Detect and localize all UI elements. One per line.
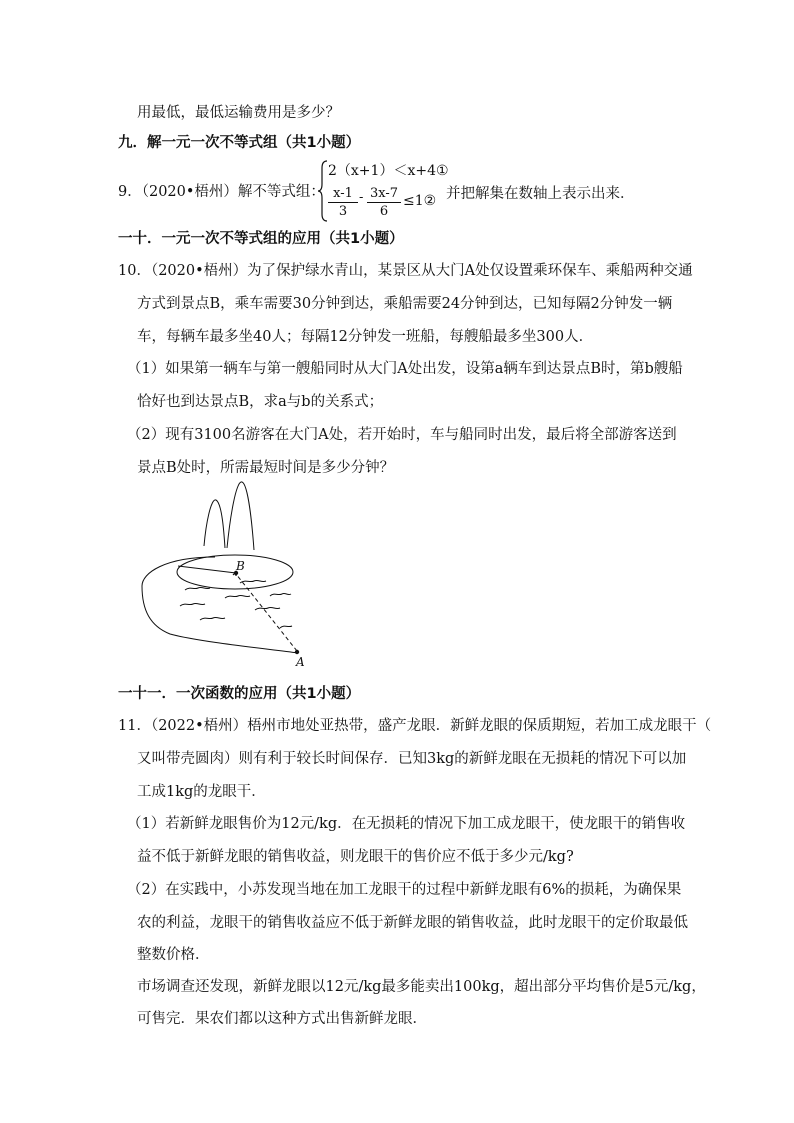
mountain-left bbox=[204, 500, 225, 548]
section-heading-10: 一十．一元一次不等式组的应用（共1小题） bbox=[118, 231, 404, 247]
question-10-line: 10．（2020•梧州）为了保护绿水青山，某景区从大门A处仅设置乘环保车、乘船两种交通 bbox=[118, 263, 693, 279]
wave-line bbox=[200, 617, 225, 620]
fraction-2 bbox=[367, 185, 401, 220]
question-9-prefix: 9．（2020•梧州）解不等式组： bbox=[118, 184, 325, 200]
inequality-system bbox=[318, 160, 449, 222]
question-10-line: 恰好也到达景点B，求a与b的关系式； bbox=[137, 394, 384, 410]
wave-line bbox=[280, 626, 292, 628]
scenic-area-figure bbox=[140, 478, 305, 669]
wave-line bbox=[180, 603, 205, 606]
fraction-1-numerator: x-1 bbox=[328, 185, 358, 203]
point-a-dot bbox=[295, 650, 299, 654]
question-10-line: （2）现有3100名游客在大门A处，若开始时，车与船同时出发，最后将全部游客送到 bbox=[127, 427, 677, 443]
question-11-line: 11．（2022•梧州）梧州市地处亚热带，盛产龙眼．新鲜龙眼的保质期短，若加工成龙眼干（ bbox=[118, 718, 712, 734]
fraction-1 bbox=[328, 185, 358, 220]
dashed-route-line bbox=[236, 574, 297, 651]
brace-icon bbox=[318, 160, 328, 222]
question-11-line: 工成1kg的龙眼干． bbox=[137, 784, 266, 800]
question-9-suffix: 并把解集在数轴上表示出来． bbox=[446, 186, 635, 202]
label-b: B bbox=[236, 559, 245, 573]
wave-line bbox=[240, 580, 266, 583]
question-11-line: （2）在实践中，小苏发现当地在加工龙眼干的过程中新鲜龙眼有6%的损耗，为确保果 bbox=[127, 882, 682, 898]
inequality-2-rest: ≤1② bbox=[403, 193, 437, 209]
question-11-line: 又叫带壳圆肉）则有利于较长时间保存．已知3kg的新鲜龙眼在无损耗的情况下可以加 bbox=[137, 751, 687, 767]
question-11-line: 益不低于新鲜龙眼的销售收益，则龙眼干的售价应不低于多少元/kg? bbox=[137, 849, 574, 865]
fraction-1-denominator: 3 bbox=[338, 204, 348, 219]
question-10-line: 车，每辆车最多坐40人；每隔12分钟发一班船，每艘船最多坐300人． bbox=[137, 329, 594, 345]
question-11-line: 可售完．果农们都以这种方式出售新鲜龙眼． bbox=[137, 1011, 427, 1027]
text-line: 用最低，最低运输费用是多少？ bbox=[137, 105, 340, 121]
question-10-line: 景点B处时，所需最短时间是多少分钟？ bbox=[137, 460, 395, 476]
question-11-line: 整数价格． bbox=[137, 947, 210, 963]
section-heading-9: 九．解一元一次不等式组（共1小题） bbox=[118, 135, 361, 151]
wave-line bbox=[255, 607, 280, 610]
question-11-line: 农的利益，龙眼干的销售收益应不低于新鲜龙眼的销售收益，此时龙眼干的定价取最低 bbox=[137, 915, 688, 931]
minus-sign: - bbox=[359, 190, 364, 205]
question-11-line: （1）若新鲜龙眼售价为12元/kg．在无损耗的情况下加工成龙眼干，使龙眼干的销售收 bbox=[127, 816, 686, 832]
fraction-2-denominator: 6 bbox=[379, 204, 389, 219]
section-heading-11: 一十一．一次函数的应用（共1小题） bbox=[118, 686, 361, 702]
question-10-line: （1）如果第一辆车与第一艘船同时从大门A处出发，设第a辆车到达景点B时，第b艘船 bbox=[127, 361, 683, 377]
label-a: A bbox=[296, 655, 305, 669]
inequality-1: 2（x+1）＜x+4① bbox=[328, 163, 449, 179]
wave-line bbox=[270, 593, 291, 596]
question-11-line: 市场调查还发现，新鲜龙眼以12元/kg最多能卖出100kg，超出部分平均售价是5元/kg， bbox=[137, 979, 706, 995]
wave-line bbox=[185, 587, 210, 590]
fraction-2-numerator: 3x-7 bbox=[367, 185, 401, 203]
route-line bbox=[178, 566, 236, 573]
wave-line bbox=[225, 595, 250, 598]
mountain-right bbox=[227, 482, 254, 550]
question-10-line: 方式到景点B，乘车需要30分钟到达，乘船需要24分钟到达，已知每隔2分钟发一辆 bbox=[137, 296, 673, 312]
